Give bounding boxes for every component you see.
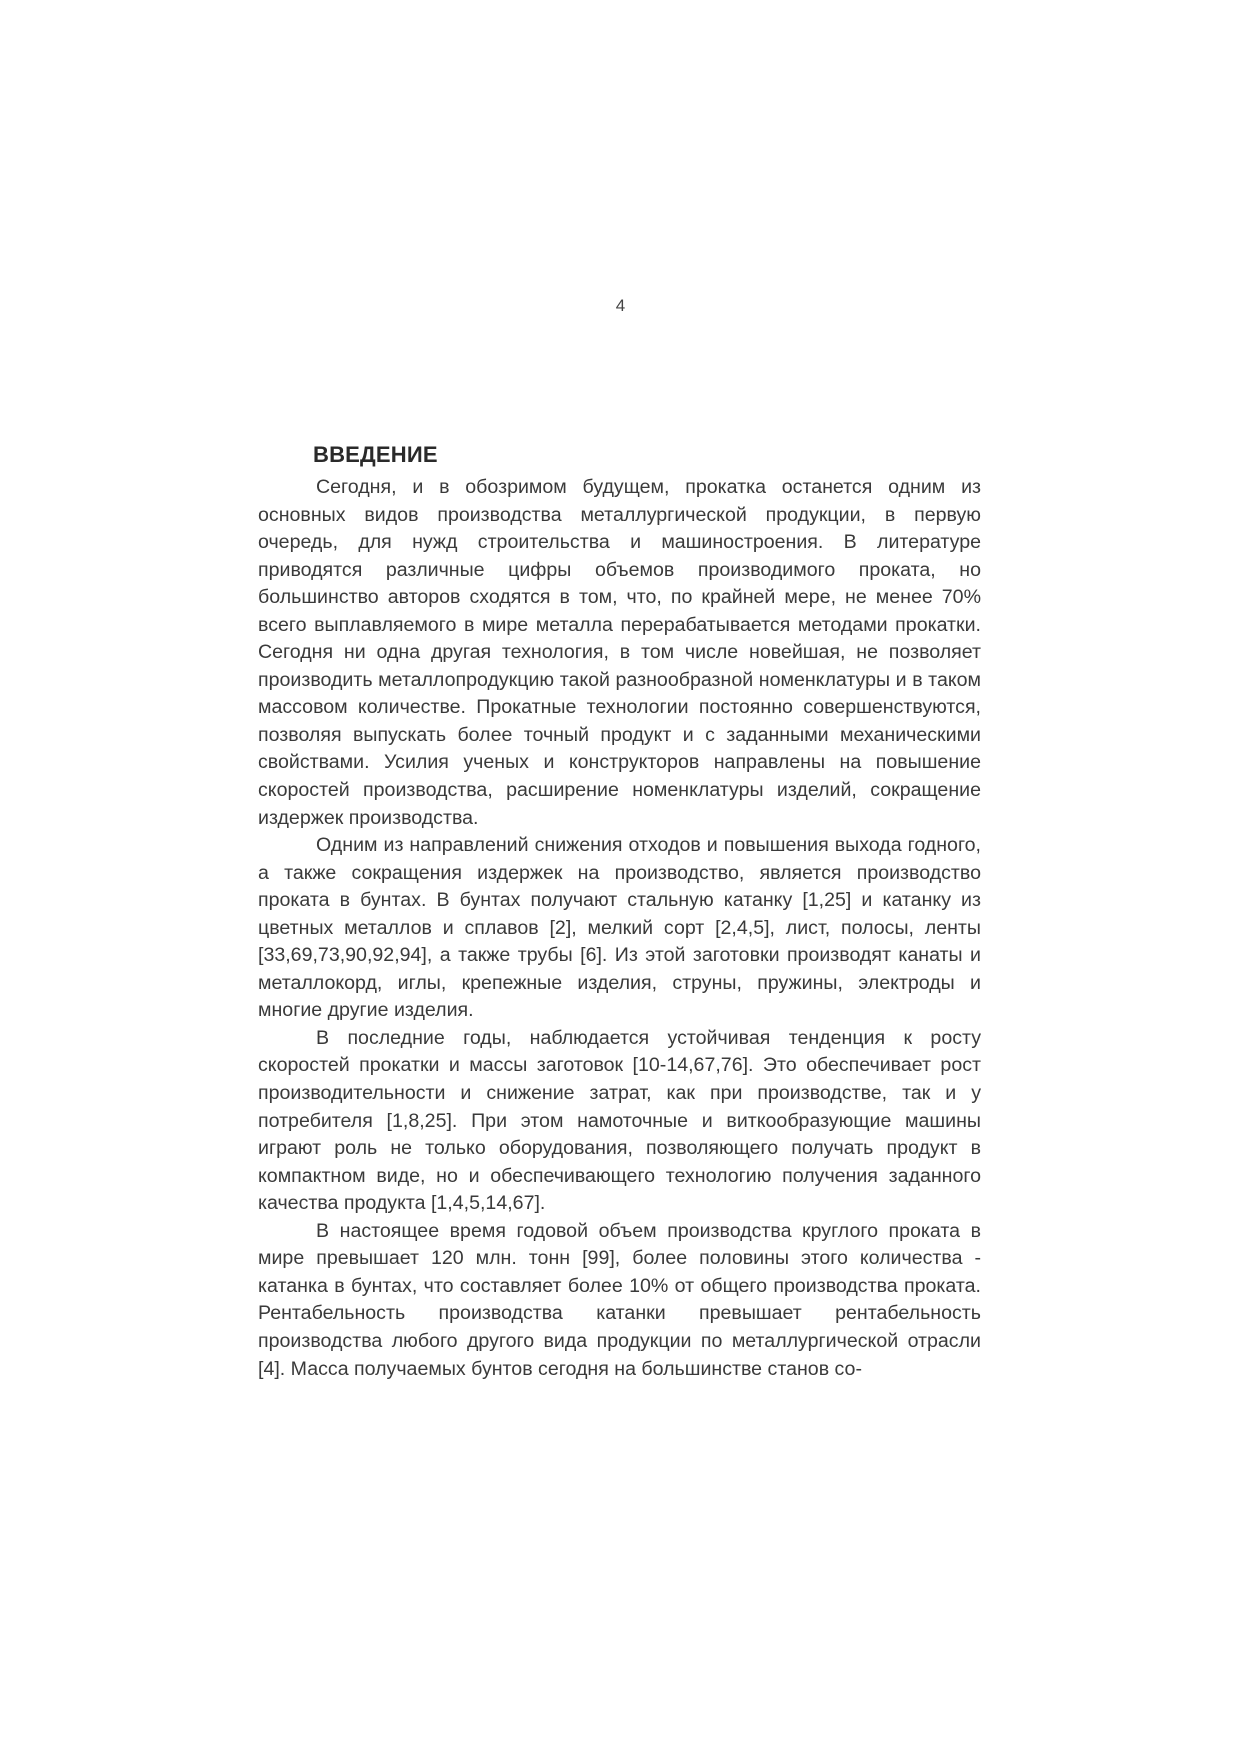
paragraph-3: В последние годы, наблюдается устойчивая тенденция к росту скоростей прокатки и массы заготовок [10-14,67,76]. Это обеспечивает рост производительности и снижение затрат, как при производстве, так и у потребителя [1,8,25]. При этом намоточные и виткообразующие машины играют роль не только оборудования, позволяющего получать продукт в компактном виде, но и обеспечивающего технологию получения заданного качества продукта [1,4,5,14,67].	[258, 1026, 981, 1215]
paragraph-2: Одним из направлений снижения отходов и повышения выхода годного, а также сокращения издержек на производство, является производство проката в бунтах. В бунтах получают стальную катанку [1,25] и катанку из цветных металлов и сплавов [2], мелкий сорт [2,4,5], лист, полосы, ленты [33,69,73,90,92,94], а также трубы [6]. Из этой заготовки производят канаты и металлокорд, иглы, крепежные изделия, струны, пружины, электроды и многие другие изделия.	[258, 834, 981, 1022]
paragraph-1: Сегодня, и в обозримом будущем, прокатка останется одним из основных видов производства металлургической продукции, в первую очередь, для нужд строительства и машиностроения. В литературе приводятся различные цифры объемов производимого проката, но большинство авторов сходятся в том, что, по крайней мере, не менее 70% всего выплавляемого в мире металла перерабатывается методами прокатки. Сегодня ни одна другая технология, в том числе новейшая, не позволяет производить металлопродукцию такой разнообразной номенклатуры и в таком массовом количестве. Прокатные технологии постоянно совершенствуются, позволяя выпускать более точный продукт и с заданными механическими свойствами. Усилия ученых и конструкторов направлены на повышение скоростей производства, расширение номенклатуры изделий, сокращение издержек производства.	[258, 476, 981, 829]
document-body	[258, 442, 981, 1383]
page-number: 4	[615, 296, 626, 315]
section-heading: ВВЕДЕНИЕ	[313, 442, 438, 467]
paragraph-4: В настоящее время годовой объем производства круглого проката в мире превышает 120 млн. тонн [99], более половины этого количества - катанка в бунтах, что составляет более 10% от общего производства проката. Рентабельность производства катанки превышает рентабельность производства любого другого вида продукции по металлургической отрасли [4]. Масса получаемых бунтов сегодня на большинстве станов со-	[258, 1219, 981, 1380]
